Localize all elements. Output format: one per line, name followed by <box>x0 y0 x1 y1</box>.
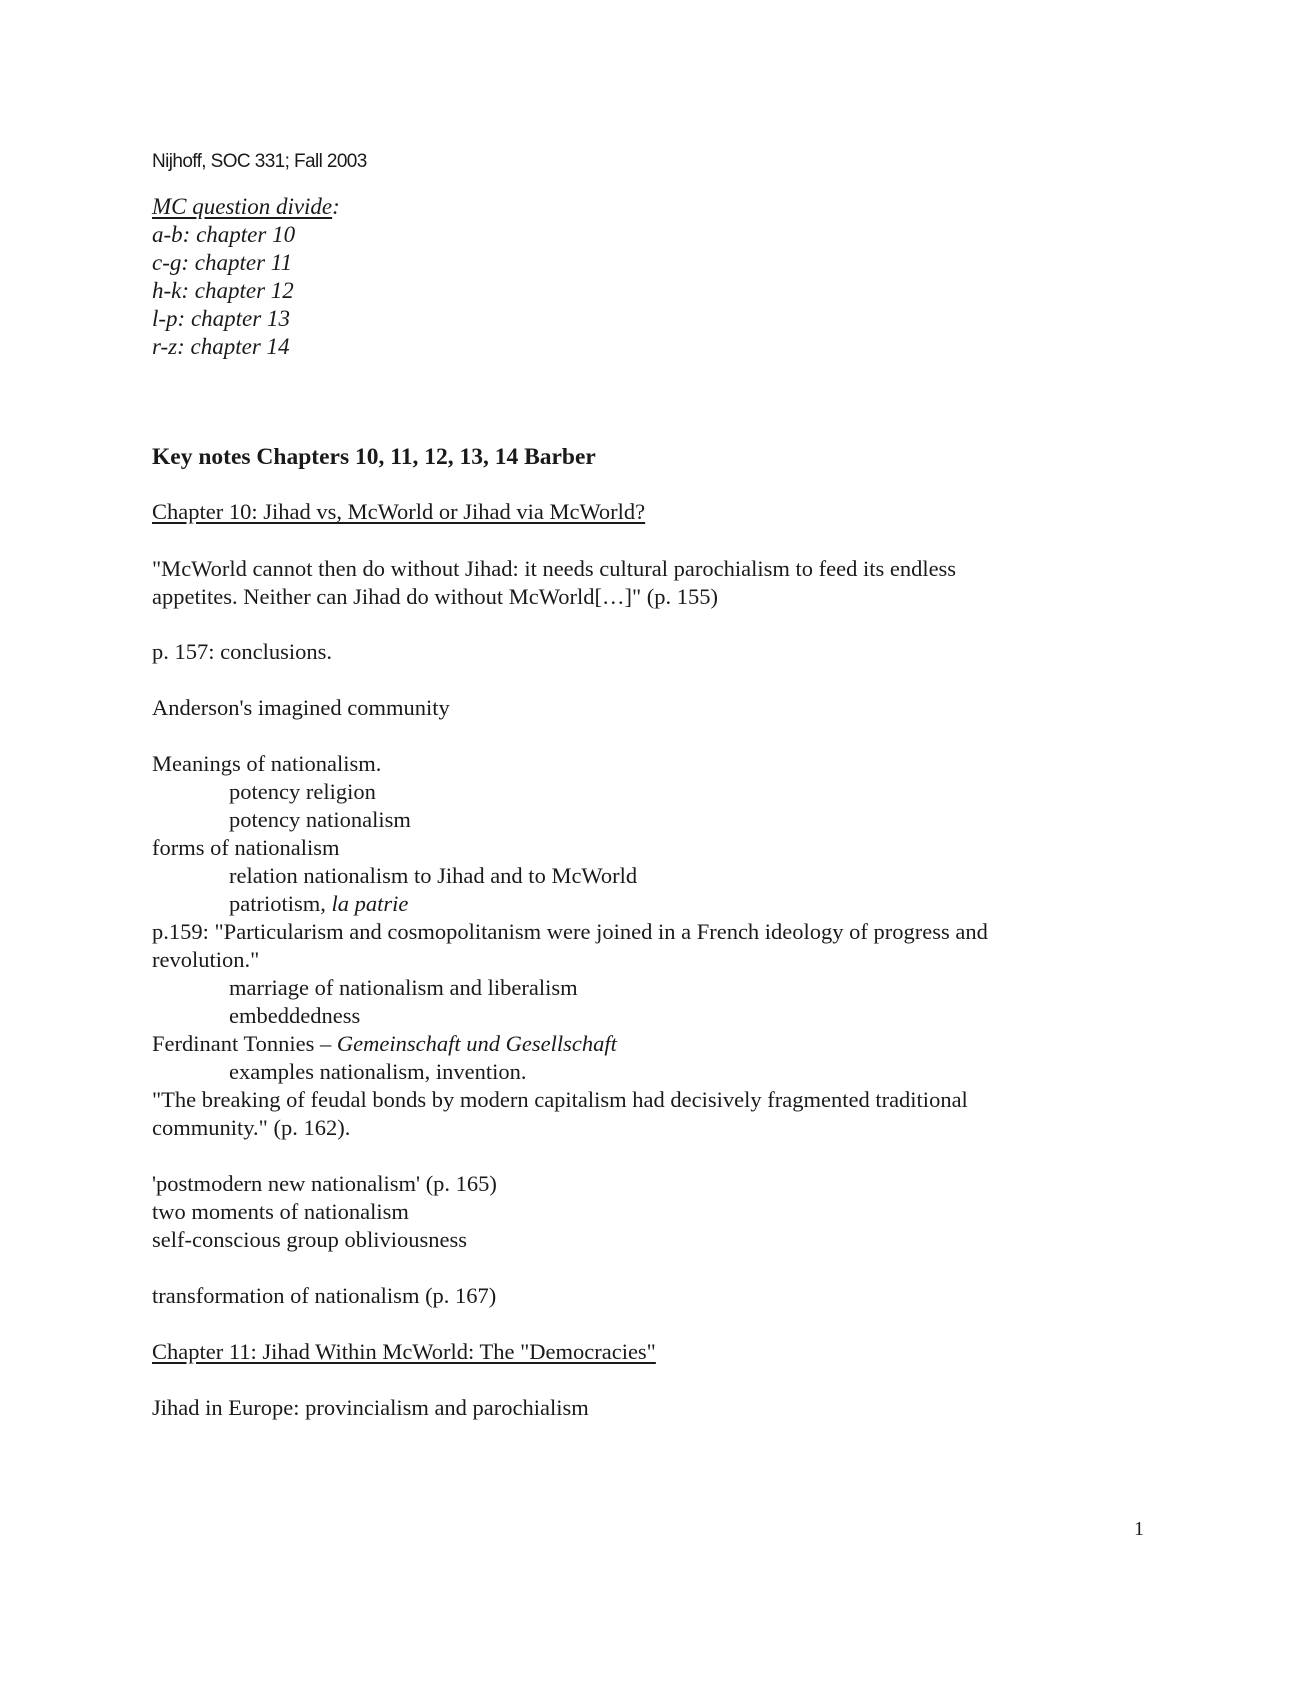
sub-note-line: relation nationalism to Jihad and to McWorld <box>229 863 638 888</box>
quote-line: community." (p. 162). <box>152 1115 351 1140</box>
quote-line: "McWorld cannot then do without Jihad: it needs cultural parochialism to feed its endless <box>152 556 957 581</box>
course-header: Nijhoff, SOC 331; Fall 2003 <box>152 151 367 172</box>
note-line: Anderson's imagined community <box>152 695 450 720</box>
patriotism-text: patriotism, <box>229 891 332 916</box>
note-line: transformation of nationalism (p. 167) <box>152 1283 497 1308</box>
quote-line: appetites. Neither can Jihad do without McWorld[…]" (p. 155) <box>152 584 718 609</box>
mc-divide-item: c-g: chapter 11 <box>152 250 293 275</box>
la-patrie-text: la patrie <box>331 891 409 916</box>
key-notes-title: Key notes Chapters 10, 11, 12, 13, 14 Barber <box>152 444 596 470</box>
page-number: 1 <box>1134 1518 1144 1540</box>
tonnies-text: Ferdinant Tonnies – <box>152 1031 337 1056</box>
mc-divide-item: r-z: chapter 14 <box>152 334 290 359</box>
sub-note-line: examples nationalism, invention. <box>229 1059 527 1084</box>
sub-note-line: embeddedness <box>229 1003 361 1028</box>
chapter-11-heading: Chapter 11: Jihad Within McWorld: The "Democracies" <box>152 1339 656 1364</box>
mc-divide-item: h-k: chapter 12 <box>152 278 294 303</box>
sub-note-line: marriage of nationalism and liberalism <box>229 975 578 1000</box>
quote-line: p.159: "Particularism and cosmopolitanism were joined in a French ideology of progress and <box>152 919 988 944</box>
mc-divide-title-colon: : <box>332 194 340 219</box>
chapter-10-heading: Chapter 10: Jihad vs, McWorld or Jihad via McWorld? <box>152 499 646 524</box>
note-line <box>152 1030 617 1058</box>
gemeinschaft-text: Gemeinschaft und Gesellschaft <box>336 1031 617 1056</box>
note-line: 'postmodern new nationalism' (p. 165) <box>152 1171 497 1196</box>
note-line: p. 157: conclusions. <box>152 639 332 664</box>
mc-divide-item: a-b: chapter 10 <box>152 222 296 247</box>
mc-divide-title <box>152 193 340 221</box>
sub-note-line: potency religion <box>229 779 376 804</box>
mc-divide-title-text: MC question divide <box>152 194 333 219</box>
note-line: Jihad in Europe: provincialism and parochialism <box>152 1395 589 1420</box>
note-line: two moments of nationalism <box>152 1199 409 1224</box>
quote-line: "The breaking of feudal bonds by modern capitalism had decisively fragmented traditional <box>152 1087 968 1112</box>
note-line: forms of nationalism <box>152 835 340 860</box>
sub-note-line: potency nationalism <box>229 807 411 832</box>
note-line: Meanings of nationalism. <box>152 751 382 776</box>
mc-divide-item: l-p: chapter 13 <box>152 306 290 331</box>
note-line: self-conscious group obliviousness <box>152 1227 467 1252</box>
sub-note-line <box>229 890 408 918</box>
quote-line: revolution." <box>152 947 260 972</box>
